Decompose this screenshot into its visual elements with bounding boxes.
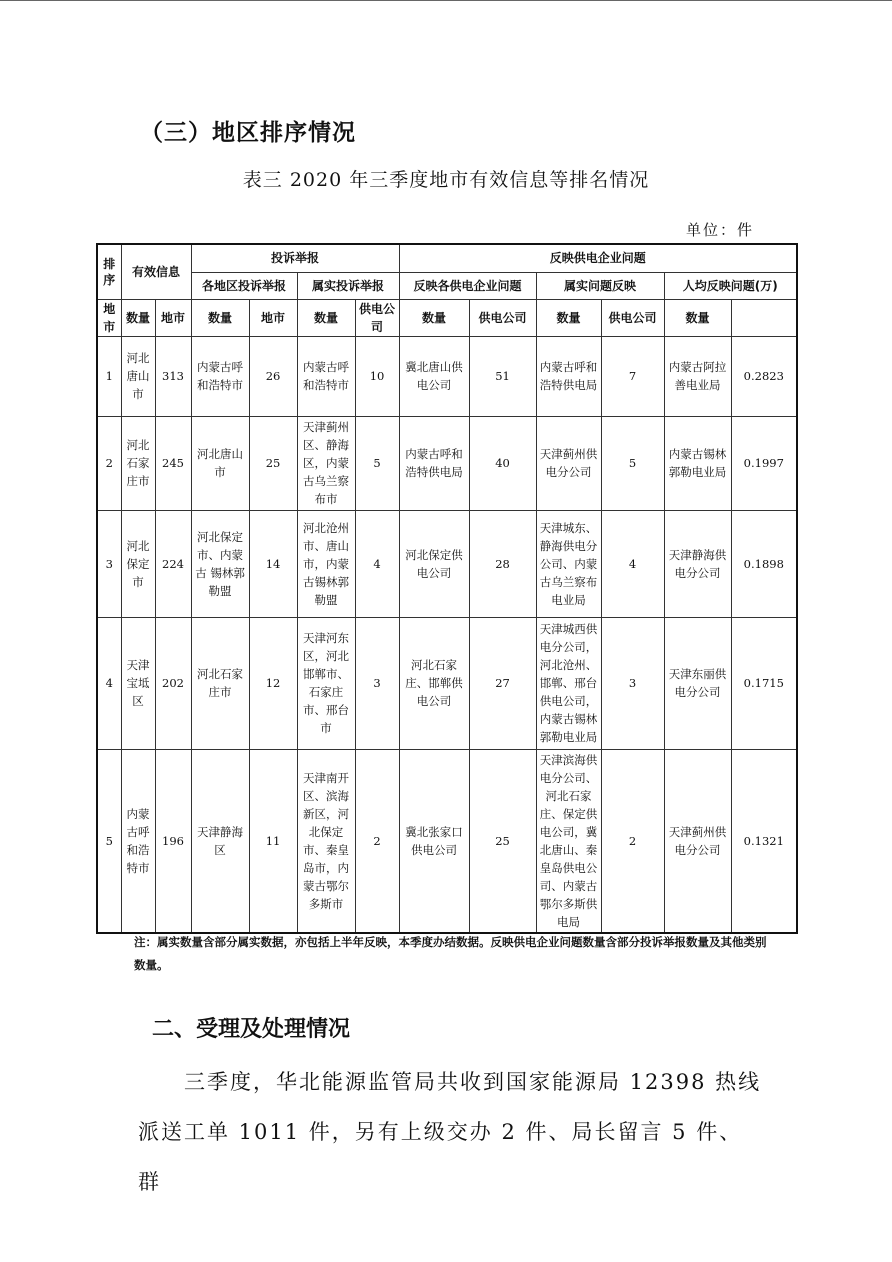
per-capita-company-cell: 天津东丽供电分公司	[664, 617, 731, 749]
complaint-count-cell: 26	[249, 336, 297, 416]
body-paragraph-text: 三季度，华北能源监管局共收到国家能源局 12398 热线派送工单 1011 件，另有上级交办 2 件、局长留言 5 件、群	[138, 1070, 762, 1194]
complaint-city-cell: 河北石家庄市	[191, 617, 249, 749]
verified-issues-header: 属实问题反映	[536, 272, 664, 299]
per-capita-company-cell: 天津蓟州供电分公司	[664, 749, 731, 933]
per-capita-value-cell: 0.1898	[731, 510, 797, 617]
verified-count-cell: 10	[355, 336, 399, 416]
rank-cell: 1	[97, 336, 121, 416]
verified-complaints-header: 属实投诉举报	[297, 272, 399, 299]
col-city: 地市	[97, 299, 121, 336]
complaints-header: 投诉举报	[191, 244, 399, 272]
verified-city-cell: 河北沧州市、唐山市，内蒙古锡林郭勒盟	[297, 510, 355, 617]
col-city: 地市	[249, 299, 297, 336]
issue-company-cell: 河北保定供电公司	[399, 510, 469, 617]
unit-label: 单位：件	[686, 221, 755, 239]
issue-company-cell: 河北石家庄、邯郸供电公司	[399, 617, 469, 749]
verified-issue-company-cell: 天津蓟州供电分公司	[536, 416, 601, 510]
valid-count-cell: 245	[155, 416, 191, 510]
body-paragraph	[138, 1057, 763, 1207]
verified-issue-company-cell: 内蒙古呼和浩特供电局	[536, 336, 601, 416]
col-count: 数量	[399, 299, 469, 336]
valid-city-cell: 内蒙古呼和浩特市	[121, 749, 155, 933]
col-count: 数量	[536, 299, 601, 336]
valid-city-cell: 河北石家庄市	[121, 416, 155, 510]
table-note: 注：属实数量含部分属实数据，亦包括上半年反映，本季度办结数据。反映供电企业问题数量含部分投诉举报数量及其他类别数量。	[134, 935, 767, 972]
valid-count-cell: 202	[155, 617, 191, 749]
per-capita-company-cell: 内蒙古阿拉善电业局	[664, 336, 731, 416]
complaint-count-cell: 11	[249, 749, 297, 933]
header-row-3	[97, 299, 797, 336]
issue-company-cell: 内蒙古呼和浩特供电局	[399, 416, 469, 510]
col-count: 数量	[191, 299, 249, 336]
valid-count-cell: 224	[155, 510, 191, 617]
col-company: 供电公司	[355, 299, 399, 336]
per-capita-value-cell: 0.1321	[731, 749, 797, 933]
verified-issue-count-cell: 3	[601, 617, 664, 749]
issue-count-cell: 40	[469, 416, 536, 510]
issue-count-cell: 28	[469, 510, 536, 617]
per-capita-value-cell: 0.2823	[731, 336, 797, 416]
issue-count-cell: 51	[469, 336, 536, 416]
verified-issue-company-cell: 天津城西供电分公司，河北沧州、邯郸、邢台供电公司，内蒙古锡林郭勒电业局	[536, 617, 601, 749]
verified-issue-count-cell: 5	[601, 416, 664, 510]
valid-count-cell: 196	[155, 749, 191, 933]
col-company: 供电公司	[469, 299, 536, 336]
per-capita-header: 人均反映问题(万)	[664, 272, 797, 299]
per-capita-value-cell: 0.1715	[731, 617, 797, 749]
verified-city-cell: 内蒙古呼和浩特市	[297, 336, 355, 416]
rank-cell: 4	[97, 617, 121, 749]
power-issues-header: 反映供电企业问题	[399, 244, 797, 272]
col-city: 地市	[155, 299, 191, 336]
ranking-table	[96, 243, 798, 934]
valid-count-cell: 313	[155, 336, 191, 416]
rank-cell: 5	[97, 749, 121, 933]
issue-company-cell: 冀北张家口供电公司	[399, 749, 469, 933]
verified-issue-count-cell: 4	[601, 510, 664, 617]
complaint-city-cell: 河北保定市、内蒙古 锡林郭勒盟	[191, 510, 249, 617]
verified-count-cell: 5	[355, 416, 399, 510]
complaint-count-cell: 14	[249, 510, 297, 617]
verified-city-cell: 天津河东区，河北邯郸市、石家庄市、邢台市	[297, 617, 355, 749]
section-2-title: 二、受理及处理情况	[152, 1017, 351, 1042]
verified-issue-company-cell: 天津滨海供电分公司、河北石家庄、保定供电公司，冀北唐山、秦皇岛供电公司、内蒙古鄂尔多斯供电局	[536, 749, 601, 933]
issue-count-cell: 25	[469, 749, 536, 933]
table-row	[97, 416, 797, 510]
complaint-city-cell: 天津静海区	[191, 749, 249, 933]
valid-info-header: 有效信息	[121, 244, 191, 299]
col-company: 供电公司	[601, 299, 664, 336]
per-capita-company-cell: 天津静海供电分公司	[664, 510, 731, 617]
per-capita-value-cell: 0.1997	[731, 416, 797, 510]
header-row-2	[97, 272, 797, 299]
rank-cell: 3	[97, 510, 121, 617]
complaints-by-region-header: 各地区投诉举报	[191, 272, 297, 299]
verified-city-cell: 天津蓟州区、静海区，内蒙古乌兰察布市	[297, 416, 355, 510]
table-row	[97, 617, 797, 749]
table-caption: 表三 2020 年三季度地市有效信息等排名情况	[242, 169, 650, 191]
col-count: 数量	[121, 299, 155, 336]
verified-issue-count-cell: 2	[601, 749, 664, 933]
verified-count-cell: 2	[355, 749, 399, 933]
header-row-1	[97, 244, 797, 272]
rank-header: 排序	[97, 244, 121, 299]
per-capita-company-cell: 内蒙古锡林郭勒电业局	[664, 416, 731, 510]
issue-company-cell: 冀北唐山供电公司	[399, 336, 469, 416]
verified-issue-count-cell: 7	[601, 336, 664, 416]
complaint-count-cell: 25	[249, 416, 297, 510]
complaint-city-cell: 内蒙古呼和浩特市	[191, 336, 249, 416]
valid-city-cell: 河北保定市	[121, 510, 155, 617]
col-count: 数量	[297, 299, 355, 336]
verified-count-cell: 3	[355, 617, 399, 749]
table-row	[97, 336, 797, 416]
verified-city-cell: 天津南开区、滨海新区，河北保定市、秦皇岛市，内蒙古鄂尔多斯市	[297, 749, 355, 933]
valid-city-cell: 河北唐山市	[121, 336, 155, 416]
verified-issue-company-cell: 天津城东、静海供电分公司、内蒙古乌兰察布电业局	[536, 510, 601, 617]
section-title: （三）地区排序情况	[140, 120, 356, 146]
issues-by-company-header: 反映各供电企业问题	[399, 272, 536, 299]
complaint-count-cell: 12	[249, 617, 297, 749]
verified-count-cell: 4	[355, 510, 399, 617]
complaint-city-cell: 河北唐山市	[191, 416, 249, 510]
top-border-line	[0, 0, 892, 1]
rank-cell: 2	[97, 416, 121, 510]
table-row	[97, 510, 797, 617]
issue-count-cell: 27	[469, 617, 536, 749]
valid-city-cell: 天津宝坻区	[121, 617, 155, 749]
table-row	[97, 749, 797, 933]
col-count: 数量	[664, 299, 731, 336]
